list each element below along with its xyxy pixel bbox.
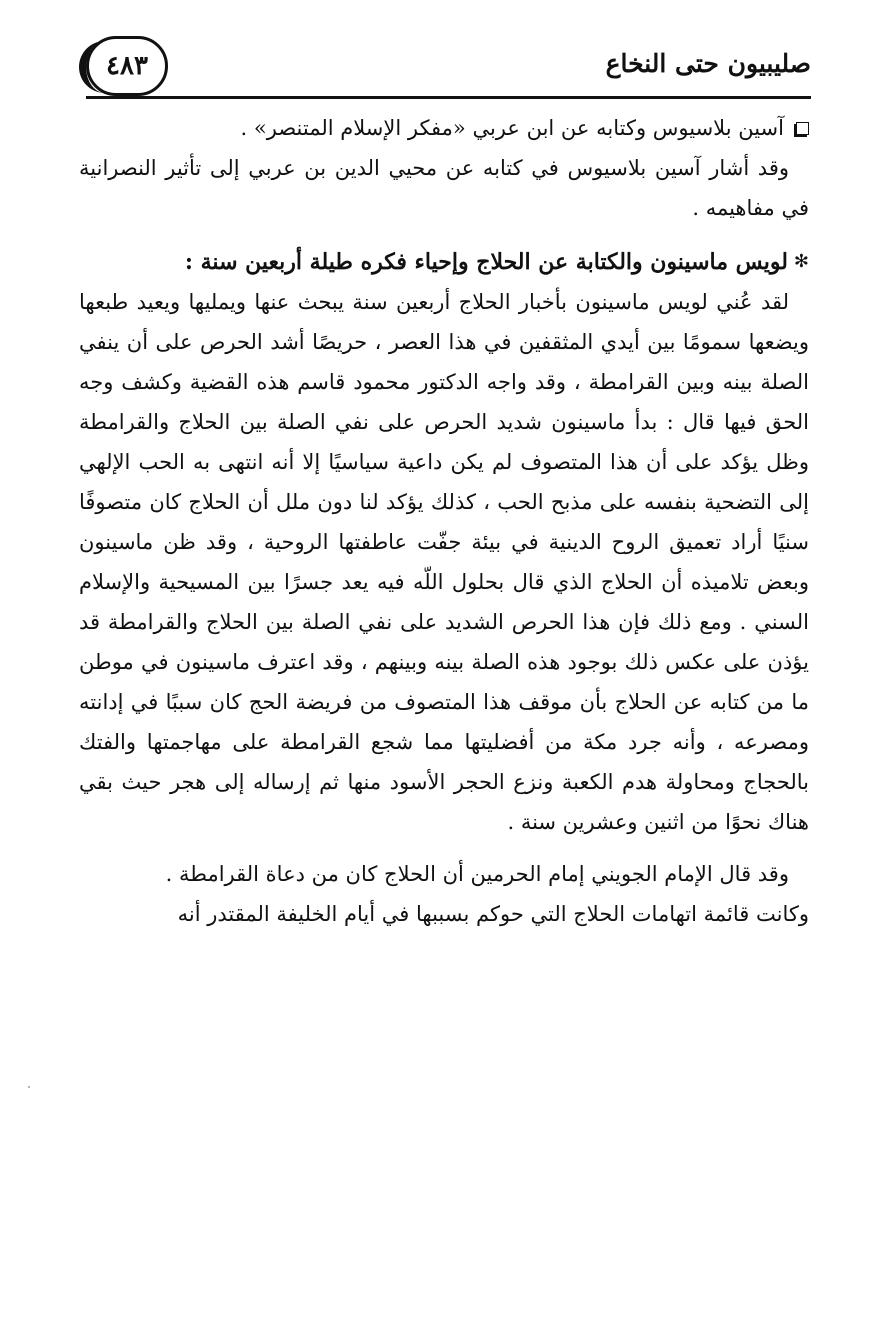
- running-title: صليبيون حتى النخاع: [605, 49, 811, 78]
- bullet-item-text: آسين بلاسيوس وكتابه عن ابن عربي «مفكر الإسلام المتنصر» .: [240, 116, 784, 140]
- square-checkbox-icon: [796, 122, 809, 135]
- section-heading: [79, 242, 809, 282]
- bullet-item: [79, 108, 809, 148]
- asterisk-icon: ✻: [793, 251, 809, 272]
- section-heading-text: لويس ماسينون والكتابة عن الحلاج وإحياء فكره طيلة أربعين سنة :: [184, 249, 788, 275]
- header-rule: [86, 96, 811, 99]
- paragraph-asin: وقد أشار آسين بلاسيوس في كتابه عن محيي الدين بن عربي إلى تأثير النصرانية في مفاهيمه .: [79, 156, 809, 220]
- body-text: [79, 108, 809, 934]
- page-number: ٤٨٣: [106, 51, 148, 81]
- paragraph-charges: وكانت قائمة اتهامات الحلاج التي حوكم بسببها في أيام الخليفة المقتدر أنه: [177, 902, 809, 926]
- paragraph-massignon: لقد عُني لويس ماسينون بأخبار الحلاج أربعين سنة يبحث عنها ويمليها ويعيد طبعها ويضعها سمومًا بين أيدي المثقفين في هذا العصر ، حريصًا أشد الحرص على أن ينفي الصلة بينه وبين القرامطة ، وقد واجه الدكتور محمود قاسم هذه القضية وكشف وجه الحق فيها قال : بدأ ماسينون شديد الحرص على نفي الصلة بين الحلاج والقرامطة وظل يؤكد على أن هذا المتصوف لم يكن داعية سياسيًا إلا أنه انتهى به الحب الإلهي إلى التضحية بنفسه على مذبح الحب ، كذلك يؤكد لنا دون ملل أن الحلاج كان متصوفًا سنيًا أراد تعميق الروح الدينية في بيئة جفّت عاطفتها الروحية ، وقد ظن ماسينون وبعض تلاميذه أن الحلاج الذي قال بحلول اللّه فيه يعد جسرًا بين المسيحية والإسلام السني . ومع ذلك فإن هذا الحرص الشديد على نفي الصلة بين الحلاج والقرامطة قد يؤذن على عكس ذلك بوجود هذه الصلة بينه وبينهم ، وقد اعترف ماسينون في موطن ما من كتابه عن الحلاج بأن موقف هذا المتصوف من فريضة الحج كان سببًا في إدانته ومصرعه ، وأنه جرد مكة من أفضليتها مما شجع القرامطة على مهاجمتها والفتك بالحجاج ومحاولة هدم الكعبة ونزع الحجر الأسود منها ثم إرساله إلى هجر حيث بقي هناك نحوًا من اثنين وعشرين سنة .: [79, 290, 809, 834]
- paragraph-juwayni: وقد قال الإمام الجويني إمام الحرمين أن الحلاج كان من دعاة القرامطة .: [165, 862, 789, 886]
- page-number-badge: [86, 36, 168, 96]
- scan-speck: [28, 1086, 30, 1088]
